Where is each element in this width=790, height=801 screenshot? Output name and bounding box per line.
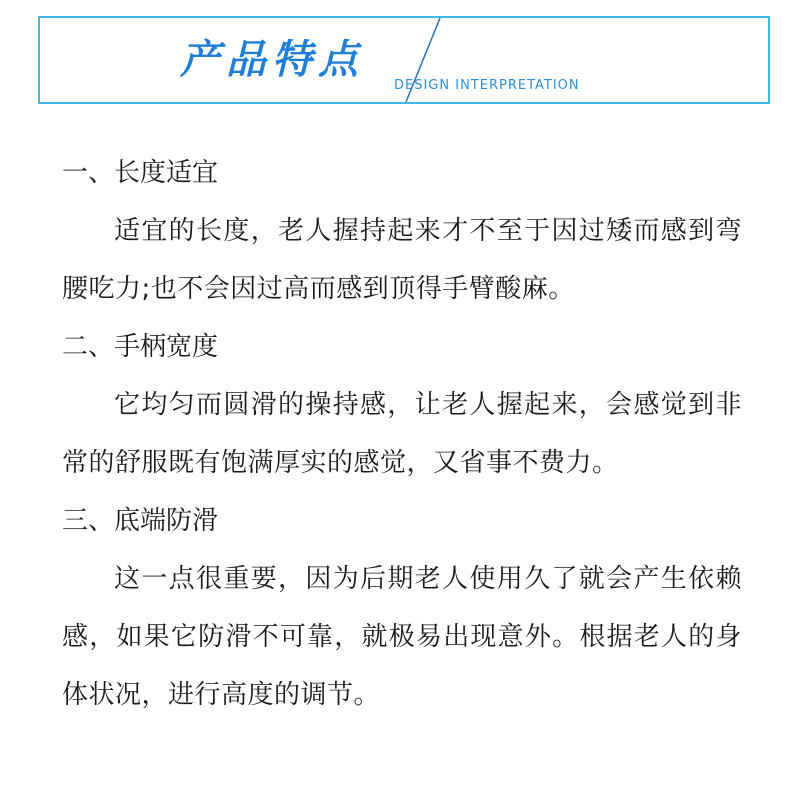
feature-body: 这一点很重要，因为后期老人使用久了就会产生依赖感，如果它防滑不可靠，就极易出现意外。根据老人的身体状况，进行高度的调节。	[62, 564, 742, 710]
feature-section-antislip	[62, 492, 742, 724]
feature-section-handle	[62, 318, 742, 492]
feature-heading: 一、长度适宜	[62, 158, 219, 188]
product-features-content	[62, 144, 742, 724]
feature-body: 适宜的长度，老人握持起来才不至于因过矮而感到弯腰吃力;也不会因过高而感到顶得手臂酸麻。	[62, 216, 742, 304]
banner-title: 产品特点	[180, 36, 364, 83]
banner-subtitle: DESIGN INTERPRETATION	[394, 78, 580, 93]
feature-heading: 三、底端防滑	[62, 506, 219, 536]
header-banner	[38, 16, 770, 104]
feature-body: 它均匀而圆滑的操持感，让老人握起来，会感觉到非常的舒服既有饱满厚实的感觉，又省事不费力。	[62, 390, 742, 478]
feature-heading: 二、手柄宽度	[62, 332, 219, 362]
feature-section-length	[62, 144, 742, 318]
